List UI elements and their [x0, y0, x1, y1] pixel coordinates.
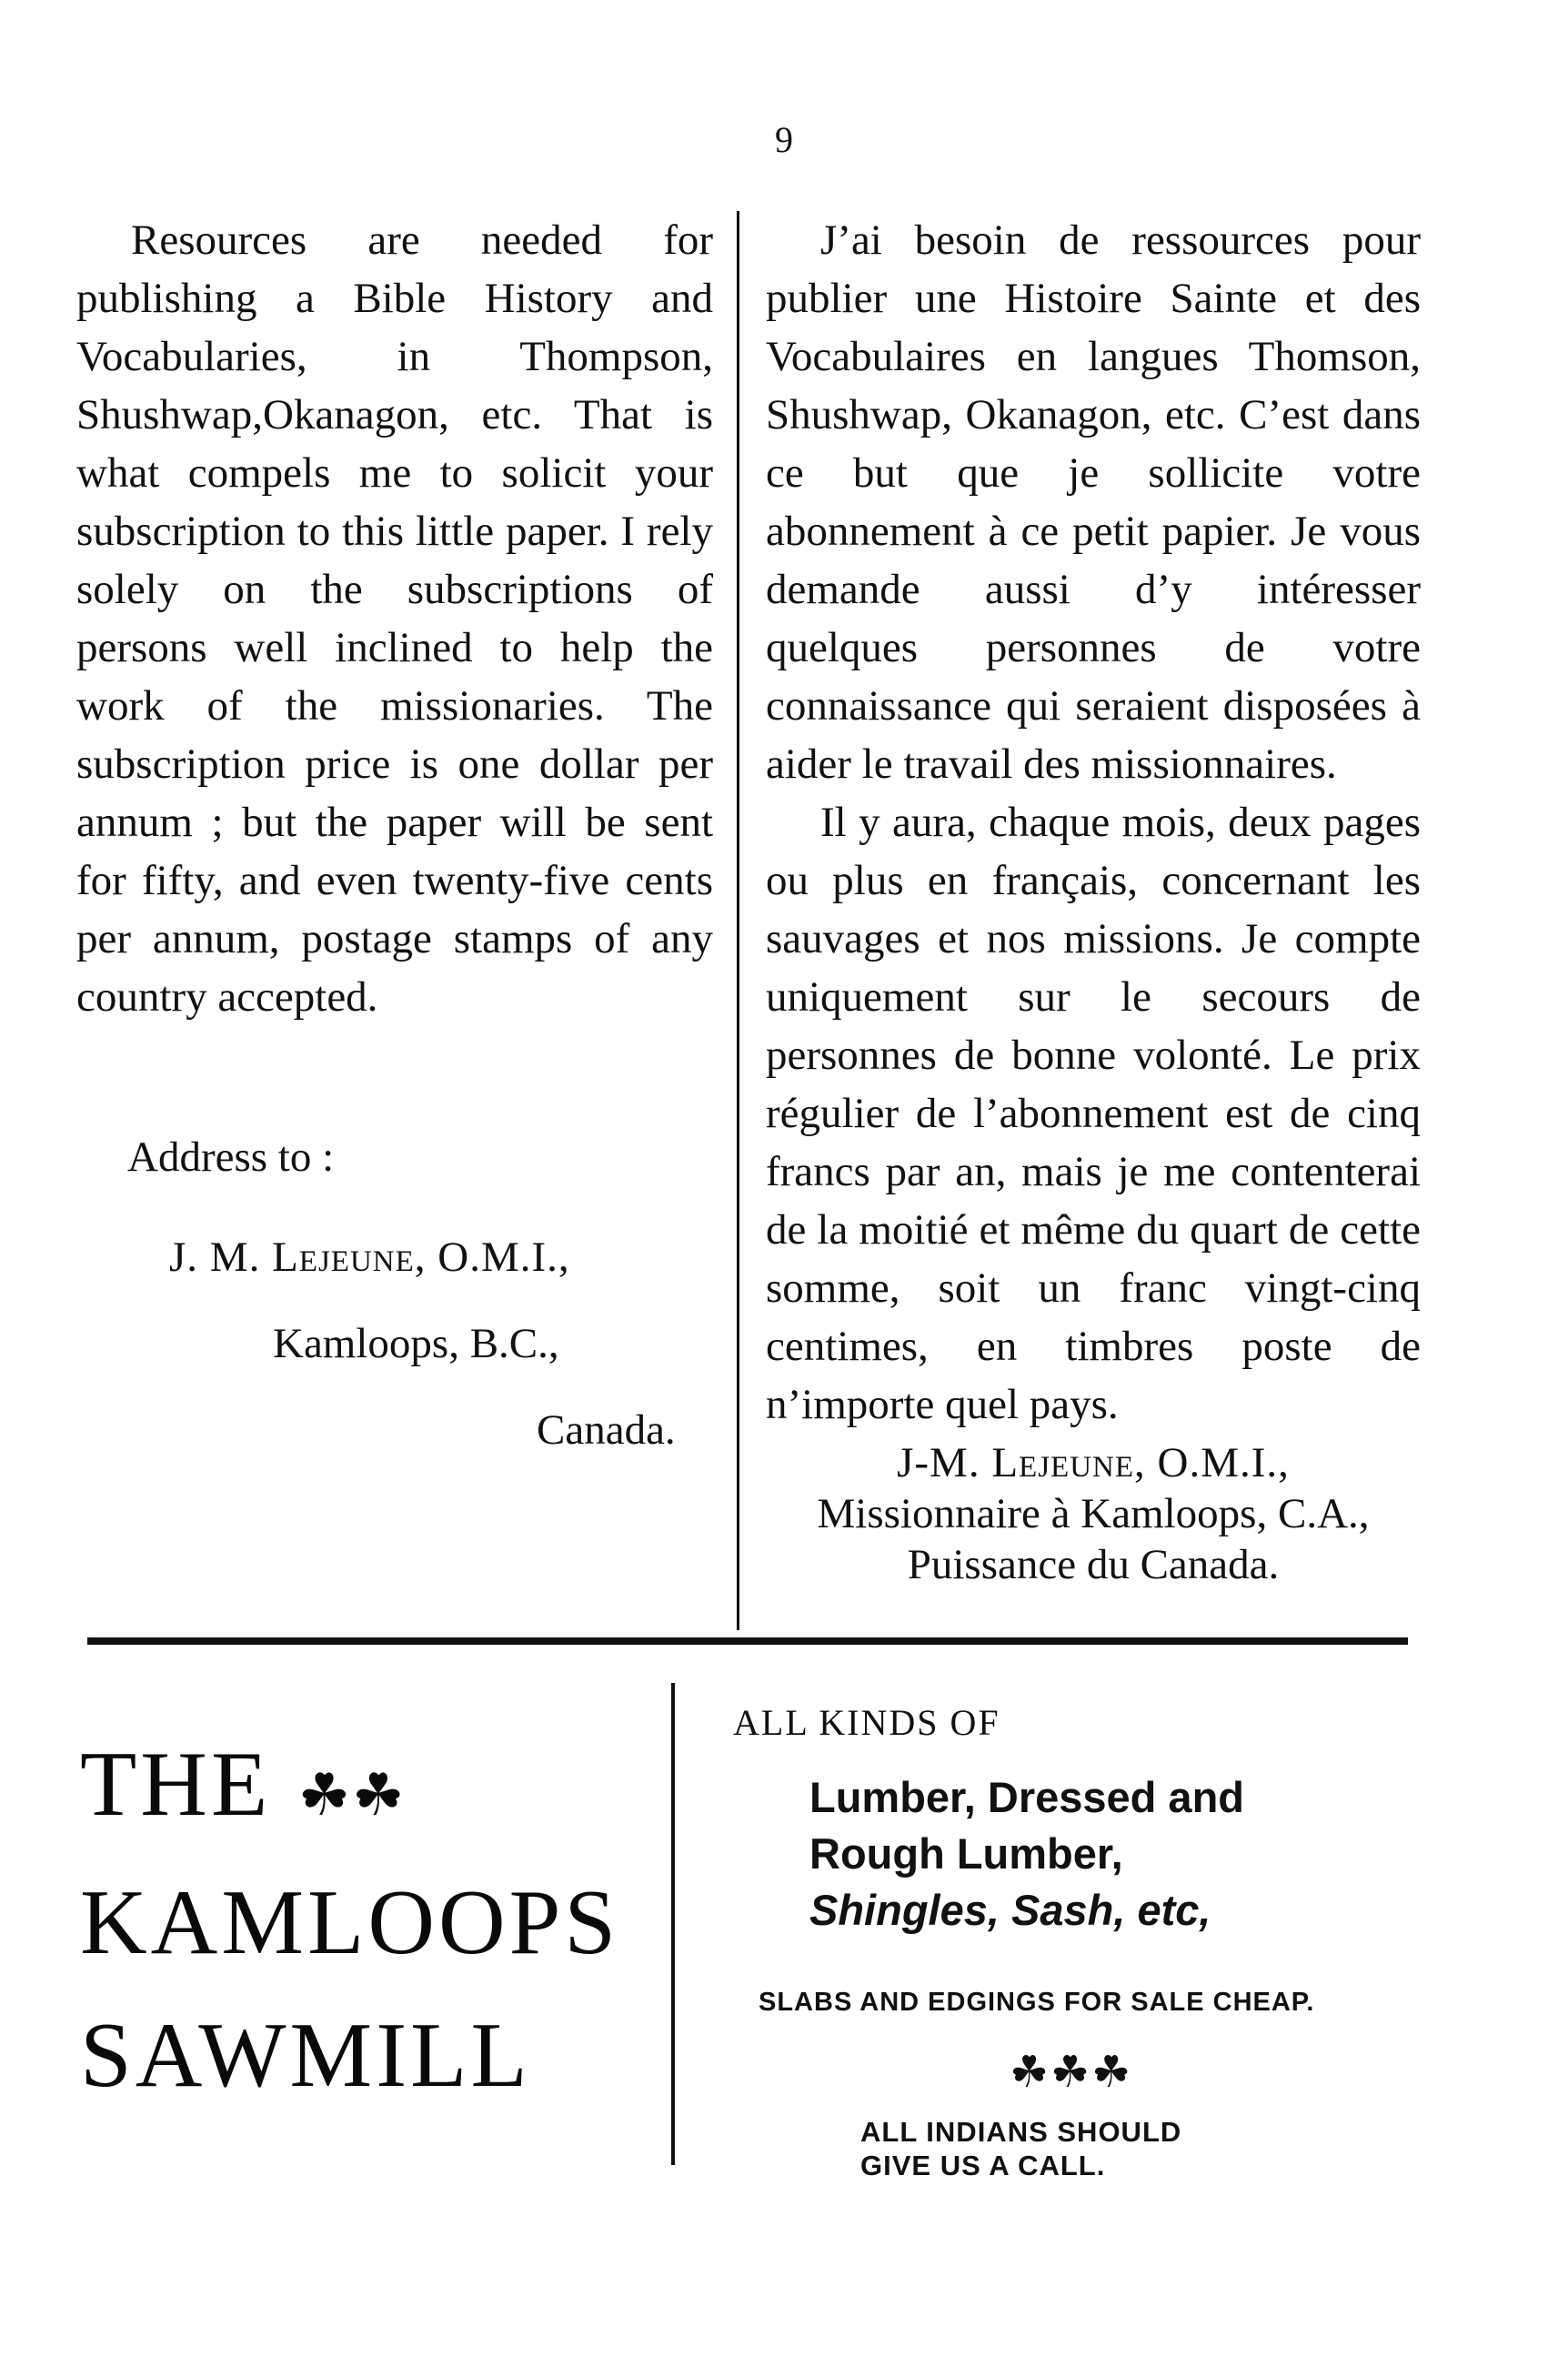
ad-sale-notice: SLABS AND EDGINGS FOR SALE CHEAP. — [759, 1988, 1315, 2017]
ad-title-the: THE — [80, 1733, 272, 1836]
ad-product-2: Rough Lumber, — [809, 1829, 1123, 1878]
page-number: 9 — [775, 119, 793, 160]
address-name: J. M. Lejeune, O.M.I., — [169, 1234, 570, 1281]
ad-divider — [671, 1683, 675, 2165]
signature-place: Missionnaire à Kamloops, C.A., — [817, 1490, 1370, 1537]
ad-closing-1: ALL INDIANS SHOULD — [860, 2116, 1182, 2148]
signature-country: Puissance du Canada. — [907, 1541, 1280, 1588]
ad-product-3: Shingles, Sash, etc, — [809, 1886, 1211, 1934]
ad-intro: ALL KINDS OF — [733, 1702, 1000, 1743]
french-paragraph-1: J’ai besoin de ressources pour publier une Histoire Sainte et des Vocabulaires en langues Thomson, Shushwap, Okanagon, etc. C’est dans ce but que je sollicite votre abonnement à ce petit papier. Je vous demande aussi d’y intéresser quelques personnes de votre connaissance qui seraient disposées à aider le travail des missionnaires. — [766, 217, 1421, 788]
ad-product-1: Lumber, Dressed and — [809, 1773, 1244, 1821]
column-divider — [737, 211, 739, 1630]
clover-ornament-icon: ☘☘ — [297, 1763, 407, 1828]
ad-title-sawmill: SAWMILL — [80, 2004, 531, 2107]
section-divider — [87, 1637, 1408, 1645]
address-city: Kamloops, B.C., — [273, 1320, 559, 1367]
ad-title-kamloops: KAMLOOPS — [80, 1871, 620, 1974]
english-paragraph: Resources are needed for publishing a Bible History and Vocabularies, in Thompson, Shushwap,Okanagon, etc. That is what compels me to solicit your subscription to this little paper. I rely solely on the subscriptions of persons well inclined to help the work of the missionaries. The subscription price is one dollar per annum ; but the paper will be sent for fifty, and even twenty-five cents per annum, postage stamps of any country accepted. — [76, 217, 713, 1021]
french-column — [766, 211, 1421, 1434]
ad-title — [80, 1728, 407, 1852]
english-column — [76, 211, 713, 1026]
french-paragraph-2: Il y aura, chaque mois, deux pages ou plus en français, concernant les sauvages et nos missions. Je compte uniquement sur le secours de personnes de bonne volonté. Le prix régulier de l’abonnement est de cinq francs par an, mais je me contenterai de la moitié et même du quart de cette somme, soit un franc vingt-cinq centimes, en timbres poste de n’importe quel pays. — [766, 799, 1421, 1428]
address-label: Address to : — [127, 1133, 335, 1181]
address-country: Canada. — [537, 1406, 676, 1454]
clover-divider-icon: ☘☘☘ — [1010, 2049, 1133, 2097]
signature-name: J-M. Lejeune, O.M.I., — [897, 1439, 1290, 1486]
ad-closing-2: GIVE US A CALL. — [860, 2150, 1106, 2181]
